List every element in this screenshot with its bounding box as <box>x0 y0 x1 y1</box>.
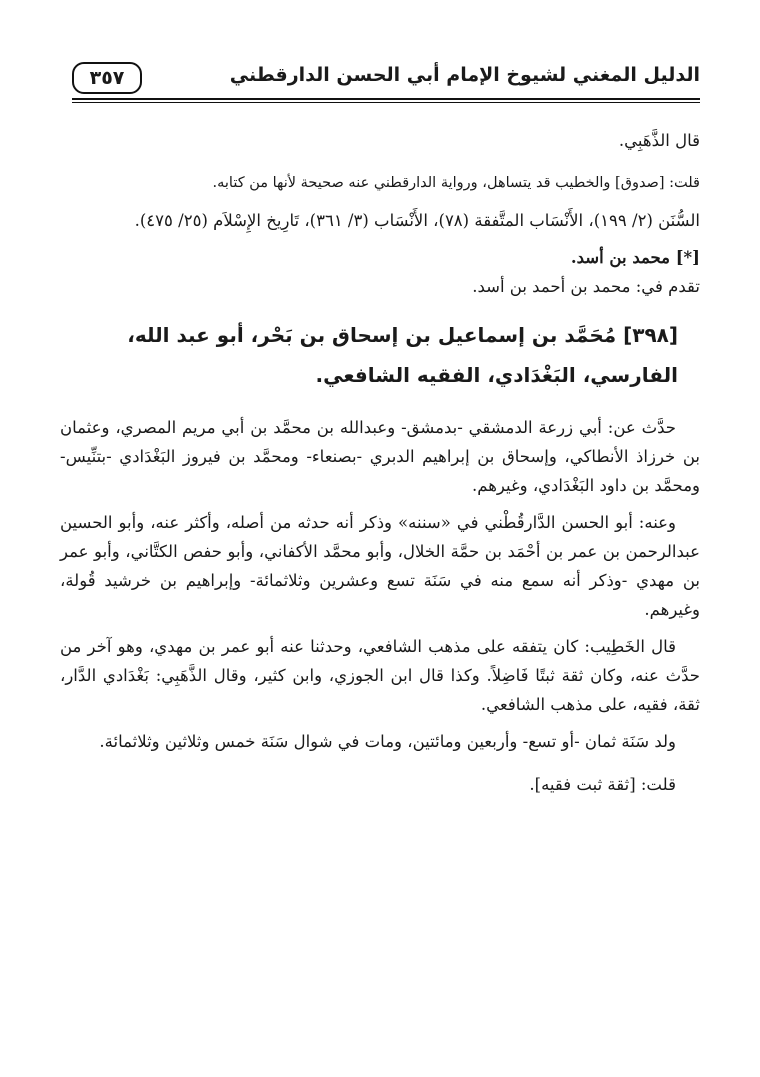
paragraph-birth-death: ولد سَنَة ثمان -أو تسع- وأربعين ومائتين، ومات في شوال سَنَة خمس وثلاثين وثلاثمائة. <box>99 732 676 751</box>
paragraph-khatib: قال الخَطِيب: كان يتفقه على مذهب الشافعي، وحدثنا عنه أبو عمر بن مهدي، وهو آخر من حدَّث عنه، وكان ثقة ثبتًا فَاضِلاً. وكذا قال ابن الجوزي، وابن كثير، وقال الذَّهَبِي: بَغْدَادي الدَّار، ثقة، فقيه، على مذهب الشافعي. <box>60 637 700 714</box>
paragraph-quote-dhahabi: قال الذَّهَبِي. <box>618 131 700 150</box>
paragraph-sources: السُّنَن (٢/ ١٩٩)، الأَنْسَاب المتَّفقة (٧٨)، الأَنْسَاب (٣/ ٣٦١)، تَارِيخ الإِسْلاَم (٢٥/ ٤٧٥). <box>134 211 700 230</box>
paragraph-cross-ref: تقدم في: محمد بن أحمد بن أسد. <box>472 277 700 296</box>
page-body <box>60 126 700 799</box>
entry-heading: [٣٩٨] مُحَمَّد بن إسماعيل بن إسحاق بن بَحْر، أبو عبد الله، الفارسي، البَغْدَادي، الفقيه الشافعي. <box>127 323 678 387</box>
running-title: الدليل المغني لشيوخ الإمام أبي الحسن الدارقطني <box>229 64 700 86</box>
paragraph-verdict: قلت: [ثقة ثبت فقيه]. <box>529 775 676 794</box>
paragraph-narrated-from: حدَّث عن: أبي زرعة الدمشقي -بدمشق- وعبدالله بن محمَّد بن أبي مريم المصري، وعثمان بن خرزاذ الأنطاكي، وإسحاق بن إبراهيم الدبري -بصنعاء- ومحمَّد بن فيروز البَغْدَادي -بتنِّيس- ومحمَّد بن داود البَغْدَادي، وغيرهم. <box>60 418 700 495</box>
paragraph-narrators: وعنه: أبو الحسن الدَّارقُطْني في «سننه» وذكر أنه حدثه من أصله، وأكثر عنه، وأبو الحسين عبدالرحمن بن عمر بن أحْمَد بن حمَّة الخلال، وأبو محمَّد الأكفاني، وأبو حفص الكتَّاني، وأبو عمر بن مهدي -وذكر أنه سمع منه في سَنَة تسع وعشرين وثلاثمائة- وإبراهيم بن خرشيد قُولة، وغيرهم. <box>60 513 700 619</box>
header-rule-thin <box>72 102 700 103</box>
page-header <box>72 62 700 102</box>
page-number: ٣٥٧ <box>72 62 142 94</box>
header-rule <box>72 98 700 100</box>
paragraph-cross-ref-name: [*] محمد بن أسد. <box>570 248 700 267</box>
paragraph-author-note: قلت: [صدوق] والخطيب قد يتساهل، ورواية الدارقطني عنه صحيحة لأنها من كتابه. <box>212 175 700 191</box>
